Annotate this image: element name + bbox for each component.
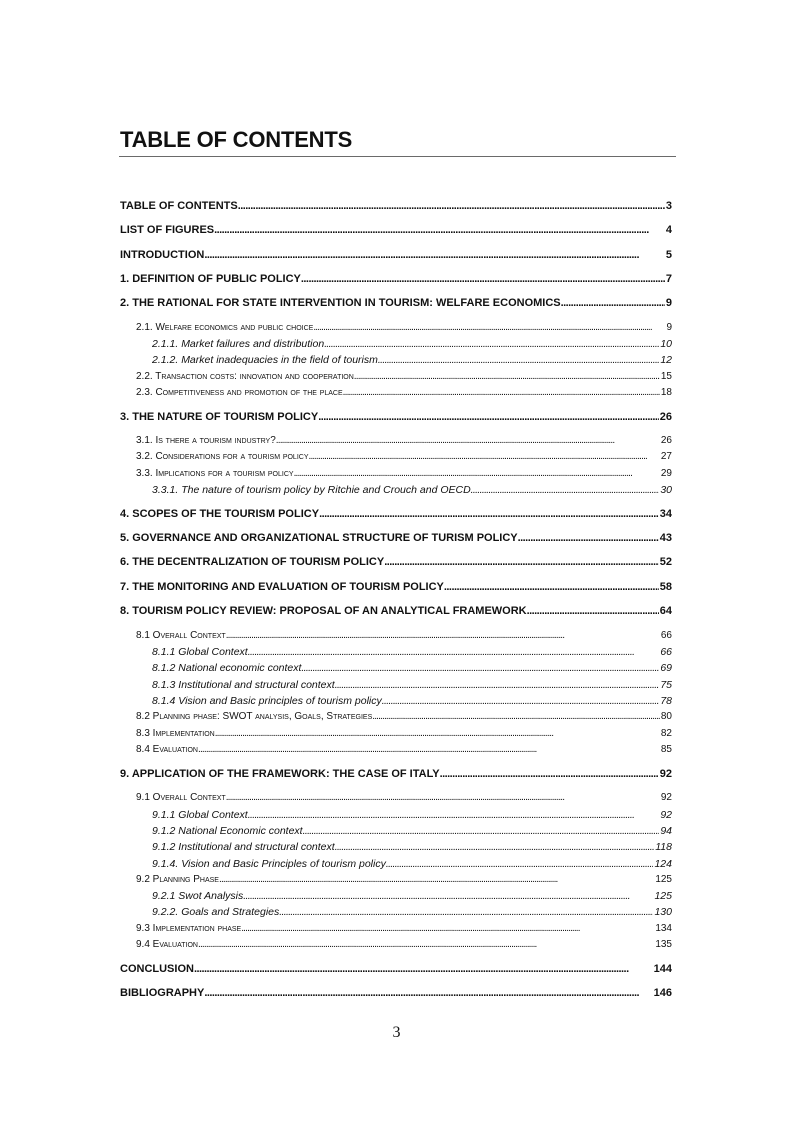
leader-dots: [301, 661, 659, 675]
toc-entry-page: 29: [660, 468, 672, 479]
toc-entry[interactable]: [120, 296, 672, 310]
toc-entry[interactable]: [152, 353, 672, 367]
leader-dots: [309, 450, 660, 464]
toc-entry-label: 7. THE MONITORING AND EVALUATION OF TOURISM POLICY: [120, 581, 444, 593]
toc-entry-page: 30: [660, 484, 672, 496]
toc-entry-page: 80: [660, 711, 672, 722]
toc-entry-page: 9: [666, 322, 672, 333]
toc-entry-label: 9.3 Implementation phase: [136, 923, 242, 934]
toc-entry-label: 9.2.1 Swot Analysis: [152, 890, 244, 902]
toc-entry-label: 3.3. Implications for a tourism policy: [136, 468, 294, 479]
toc-entry[interactable]: [120, 248, 672, 262]
toc-entry-label: 9.1.2 Institutional and structural context: [152, 841, 335, 853]
toc-entry[interactable]: [120, 507, 672, 521]
toc-entry[interactable]: [136, 727, 672, 741]
toc-entry-page: 7: [665, 273, 672, 285]
toc-entry-label: 2.2. Transaction costs: innovation and cooperation: [136, 371, 354, 382]
toc-entry-page: 118: [655, 841, 672, 853]
toc-entry[interactable]: [120, 199, 672, 213]
toc-entry[interactable]: [152, 808, 672, 822]
toc-entry-label: LIST OF FIGURES: [120, 224, 215, 236]
leader-dots: [384, 555, 659, 569]
toc-entry[interactable]: [136, 873, 672, 887]
toc-entry-label: 8.3 Implementation: [136, 728, 215, 739]
toc-entry-page: 130: [654, 906, 672, 918]
toc-entry[interactable]: [152, 645, 672, 659]
leader-dots: [215, 727, 660, 741]
toc-entry-page: 26: [660, 435, 672, 446]
toc-entry-page: 5: [665, 249, 672, 261]
toc-entry-page: 52: [659, 556, 672, 568]
toc-entry[interactable]: [152, 337, 672, 351]
leader-dots: [471, 483, 660, 497]
toc-entry-page: 43: [659, 532, 672, 544]
toc-entry[interactable]: [152, 857, 672, 871]
page-number: 3: [392, 1024, 401, 1041]
leader-dots: [518, 531, 659, 545]
leader-dots: [354, 370, 660, 384]
toc-entry[interactable]: [136, 710, 672, 724]
toc-entry-page: 92: [660, 792, 672, 803]
toc-entry-label: 2.1.1. Market failures and distribution: [152, 338, 325, 350]
toc-entry-page: 75: [660, 679, 672, 691]
leader-dots: [204, 986, 652, 1000]
leader-dots: [194, 962, 653, 976]
toc-entry[interactable]: [152, 694, 672, 708]
leader-dots: [324, 337, 659, 351]
toc-entry-page: 58: [659, 581, 672, 593]
toc-entry-page: 144: [653, 963, 672, 975]
page-title: TABLE OF CONTENTS: [120, 127, 353, 152]
toc-entry[interactable]: [136, 922, 672, 936]
toc-entry-page: 27: [660, 451, 672, 462]
toc-entry-page: 92: [660, 809, 672, 821]
toc-entry[interactable]: [136, 370, 672, 384]
toc-entry-page: 18: [660, 387, 672, 398]
toc-entry-label: 3. THE NATURE OF TOURISM POLICY: [120, 411, 319, 423]
leader-dots: [198, 743, 660, 757]
toc-entry[interactable]: [120, 962, 672, 976]
toc-entry[interactable]: [120, 555, 672, 569]
leader-dots: [382, 694, 660, 708]
leader-dots: [204, 248, 665, 262]
toc-entry[interactable]: [152, 661, 672, 675]
leader-dots: [444, 580, 659, 594]
toc-entry-label: 8.1.1 Global Context: [152, 646, 248, 658]
leader-dots: [279, 905, 653, 919]
toc-entry[interactable]: [120, 272, 672, 286]
leader-dots: [319, 507, 659, 521]
toc-entry-page: 146: [653, 987, 672, 999]
leader-dots: [313, 321, 665, 335]
toc-entry-page: 3: [665, 200, 672, 212]
toc-entry[interactable]: [152, 483, 672, 497]
toc-entry[interactable]: [136, 386, 672, 400]
leader-dots: [241, 922, 654, 936]
toc-entry[interactable]: [152, 824, 672, 838]
toc-entry-label: BIBLIOGRAPHY: [120, 987, 205, 999]
toc-entry-page: 135: [655, 939, 672, 950]
toc-entry-label: 4. SCOPES OF THE TOURISM POLICY: [120, 508, 320, 520]
leader-dots: [527, 604, 659, 618]
toc-entry[interactable]: [152, 840, 672, 854]
toc-entry[interactable]: [136, 743, 672, 757]
toc-entry-label: 2.3. Competitiveness and promotion of the place: [136, 387, 343, 398]
toc-entry-label: 6. THE DECENTRALIZATION OF TOURISM POLICY: [120, 556, 385, 568]
leader-dots: [372, 710, 660, 724]
toc-entry-label: 3.1. Is there a tourism industry?: [136, 435, 276, 446]
toc-entry[interactable]: [120, 410, 672, 424]
toc-entry-label: 1. DEFINITION OF PUBLIC POLICY: [120, 273, 301, 285]
leader-dots: [343, 386, 660, 400]
toc-entry-page: 64: [659, 605, 672, 617]
toc-entry-page: 78: [660, 695, 672, 707]
toc-entry-label: 3.2. Considerations for a tourism policy: [136, 451, 309, 462]
leader-dots: [243, 889, 653, 903]
toc-entry[interactable]: [120, 531, 672, 545]
toc-entry[interactable]: [136, 791, 672, 805]
toc-entry-page: 125: [654, 890, 672, 902]
toc-entry-label: TABLE OF CONTENTS: [120, 200, 238, 212]
toc-entry-page: 92: [659, 768, 672, 780]
toc-entry-label: CONCLUSION: [120, 963, 194, 975]
leader-dots: [318, 410, 659, 424]
toc-entry[interactable]: [152, 889, 672, 903]
toc-entry-label: 2.1. Welfare economics and public choice: [136, 322, 314, 333]
toc-entry-page: 124: [654, 858, 672, 870]
leader-dots: [248, 645, 660, 659]
leader-dots: [386, 857, 654, 871]
leader-dots: [248, 808, 660, 822]
leader-dots: [440, 767, 659, 781]
toc-entry-label: 9.4 Evaluation: [136, 939, 198, 950]
toc-entry[interactable]: [120, 986, 672, 1000]
toc-entry-label: 8.1.2 National economic context: [152, 662, 302, 674]
toc-entry-label: 9.1.4. Vision and Basic Principles of tourism policy: [152, 858, 386, 870]
toc-entry[interactable]: [136, 467, 672, 481]
toc-entry-page: 4: [665, 224, 672, 236]
toc-entry[interactable]: [120, 604, 672, 618]
leader-dots: [226, 629, 660, 643]
toc-entry[interactable]: [120, 580, 672, 594]
toc-entry-page: 82: [660, 728, 672, 739]
toc-entry-label: 8.1 Overall Context: [136, 630, 226, 641]
leader-dots: [378, 353, 659, 367]
toc-entry-label: 8.1.3 Institutional and structural context: [152, 679, 335, 691]
leader-dots: [226, 791, 660, 805]
leader-dots: [335, 840, 655, 854]
leader-dots: [561, 296, 665, 310]
toc-entry[interactable]: [136, 434, 672, 448]
toc-entry-page: 94: [660, 825, 672, 837]
leader-dots: [303, 824, 660, 838]
toc-entry-page: 69: [660, 662, 672, 674]
leader-dots: [276, 434, 660, 448]
toc-entry-label: INTRODUCTION: [120, 249, 205, 261]
toc-entry-label: 9.1.1 Global Context: [152, 809, 248, 821]
toc-entry-label: 8. TOURISM POLICY REVIEW: PROPOSAL OF AN ANALYTICAL FRAMEWORK: [120, 605, 527, 617]
toc-entry-page: 26: [659, 411, 672, 423]
toc-entry-page: 134: [655, 923, 672, 934]
toc-entry-label: 5. GOVERNANCE AND ORGANIZATIONAL STRUCTURE OF TURISM POLICY: [120, 532, 518, 544]
toc-entry-label: 9. APPLICATION OF THE FRAMEWORK: THE CASE OF ITALY: [120, 768, 440, 780]
toc-entry-label: 9.1.2 National Economic context: [152, 825, 303, 837]
toc-entry[interactable]: [120, 223, 672, 237]
toc-entry-label: 2. THE RATIONAL FOR STATE INTERVENTION IN TOURISM: WELFARE ECONOMICS: [120, 297, 561, 309]
toc-entry-label: 8.1.4 Vision and Basic principles of tourism policy: [152, 695, 382, 707]
toc-entry-page: 125: [655, 874, 672, 885]
toc-entry-label: 9.2 Planning Phase: [136, 874, 219, 885]
leader-dots: [335, 678, 660, 692]
toc-entry[interactable]: [152, 905, 672, 919]
leader-dots: [294, 467, 660, 481]
toc-entry[interactable]: [136, 321, 672, 335]
toc-entry-page: 10: [660, 338, 672, 350]
toc-entry-label: 3.3.1. The nature of tourism policy by Ritchie and Crouch and OECD: [152, 484, 471, 496]
toc-entry-page: 12: [660, 354, 672, 366]
leader-dots: [214, 223, 665, 237]
leader-dots: [238, 199, 665, 213]
toc-entry-page: 85: [660, 744, 672, 755]
toc-entry-page: 34: [659, 508, 672, 520]
toc-entry[interactable]: [136, 450, 672, 464]
toc-entry[interactable]: [136, 629, 672, 643]
leader-dots: [198, 938, 654, 952]
leader-dots: [219, 873, 654, 887]
toc-entry[interactable]: [136, 938, 672, 952]
toc-entry-page: 15: [660, 371, 672, 382]
toc-entry-label: 9.1 Overall Context: [136, 792, 226, 803]
toc-entry-page: 9: [665, 297, 672, 309]
toc-entry-label: 8.2 Planning phase: SWOT analysis, Goals, Strategies: [136, 711, 373, 722]
toc-entry[interactable]: [120, 767, 672, 781]
toc-entry-label: 8.4 Evaluation: [136, 744, 198, 755]
toc-entry-page: 66: [660, 646, 672, 658]
toc-entry-label: 2.1.2. Market inadequacies in the field of tourism: [152, 354, 378, 366]
leader-dots: [301, 272, 665, 286]
toc-entry[interactable]: [152, 678, 672, 692]
toc-entry-page: 66: [660, 630, 672, 641]
toc-entry-label: 9.2.2. Goals and Strategies: [152, 906, 280, 918]
